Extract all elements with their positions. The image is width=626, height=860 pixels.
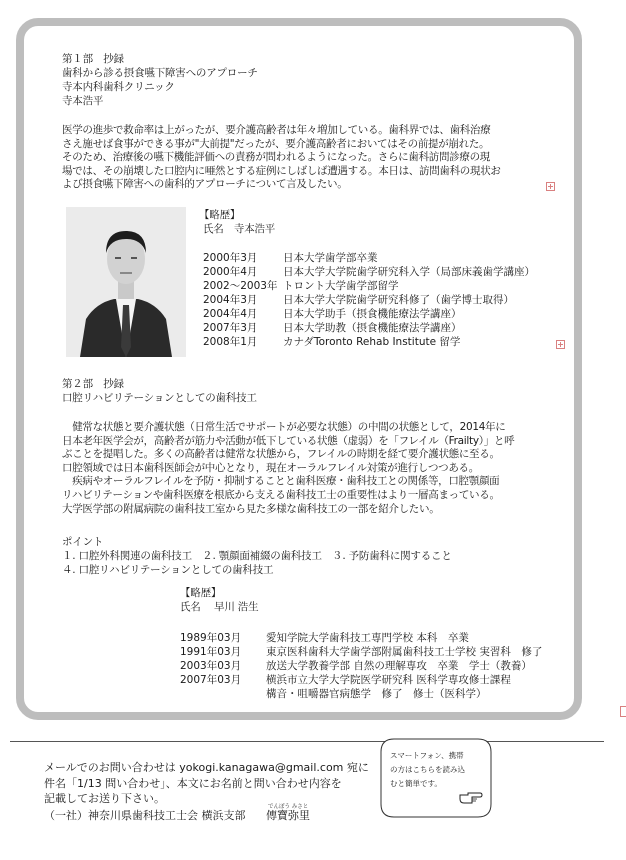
points-heading: ポイント: [62, 536, 104, 548]
part2-abstract: 健常な状態と要介護状態（日常生活でサポートが必要な状態）の中間の状態として，2014年に 日本老年医学会が，高齢者が筋力や活動が低下している状態（虚弱）を「フレイル（Frailty）」と呼 ぶことを提唱した。多くの高齢者は健常な状態から，フレイルの時期を経て要介護状態に至る。 口腔領域では日本歯科医師会が中心となり，現在オーラルフレイル対策が進行しつつある。 疾病やオーラルフレイルを予防・抑制することと歯科医療・歯科技工との関係等，口腔顎顔面 リハビリテーションや歯科医療を根底から支える歯科技工士の重要性はより一層高まっている。 大学医学部の附属病院の歯科技工室から見た多様な歯科技工の一部を紹介したい。: [62, 421, 515, 515]
part1-heading: 第１部 抄録: [62, 53, 124, 65]
point-item: ４. 口腔リハビリテーションとしての歯科技工: [62, 564, 274, 576]
pointing-hand-icon: [458, 791, 484, 805]
part1-title: 歯科から診る摂食嚥下障害へのアプローチ: [62, 67, 258, 79]
part1-bio-name: 氏名 寺本浩平: [203, 223, 276, 235]
expand-plus-icon[interactable]: [556, 340, 565, 349]
expand-plus-icon[interactable]: [546, 182, 555, 191]
person-ruby: でんぽう みさと: [268, 804, 309, 810]
part2-heading: 第２部 抄録: [62, 378, 124, 390]
part1-abstract: 医学の進歩で救命率は上がったが、要介護高齢者は年々増加している。歯科界では、歯科治療 さえ施せば食事ができる事が"大前提"だったが、要介護高齢者においてはその前提が崩れた。 そのため、治療後の嚥下機能評価への責務が問われるようになった。さらに歯科訪問診療の現 場では、その崩壊した口腔内に唖然とする症例にしばしば遭遇する。本日は、訪問歯科の現状お よび摂食嚥下障害への歯科的アプローチについて言及したい。: [62, 124, 501, 191]
footer-org: （一社）神奈川県歯科技工士会 横浜支部: [44, 809, 246, 822]
footer-contact: メールでのお問い合わせは yokogi.kanagawa@gmail.com 宛に 件名「1/13 問い合わせ」、本文にお名前と問い合わせ内容を 記載してお送り下さい。: [44, 761, 369, 805]
footer-divider: [10, 741, 604, 742]
footer-person: 傳寶弥里: [266, 809, 310, 822]
part1-history: 2000年3月 日本大学歯学部卒業 2000年4月 日本大学大学院歯学研究科入学（局部床義歯学講座） 2002〜2003年 トロント大学歯学部留学 2004年3月 日本大学大学院歯学研究科修了（歯学博士取得） 2004年4月 日本大学助手（摂食機能療法学講座） 2007年3月 日本大学助教（摂食機能療法学講座） 2008年1月 カナダToronto Rehab Institute 留学: [203, 252, 535, 348]
part2-title: 口腔リハビリテーションとしての歯科技工: [62, 392, 257, 404]
part2-bio-heading: 【略歴】: [180, 587, 222, 599]
part1-bio-heading: 【略歴】: [199, 209, 241, 221]
part1-author: 寺本浩平: [62, 95, 104, 107]
edge-marker: [620, 706, 626, 717]
author-photo: [66, 207, 186, 357]
part2-bio-name: 氏名 早川 浩生: [180, 601, 259, 613]
part1-clinic: 寺本内科歯科クリニック: [62, 81, 175, 93]
point-item: １. 口腔外科関連の歯科技工 ２. 顎顔面補綴の歯科技工 ３. 予防歯科に関すること: [62, 550, 452, 562]
part2-history: 1989年03月 愛知学院大学歯科技工専門学校 本科 卒業 1991年03月 東京医科歯科大学歯学部附属歯科技工士学校 実習科 修了 2003年03月 放送大学教養学部 自然の理解専攻 卒業 学士（教養） 2007年03月 横浜市立大学大学院医学研究科 医科学専攻修士課程 構音・咀嚼器官病態学 修了 修士（医科学）: [180, 632, 543, 700]
bubble-text: スマートフォン、携帯 の方はこちらを読み込 むと簡単です。: [390, 751, 465, 788]
